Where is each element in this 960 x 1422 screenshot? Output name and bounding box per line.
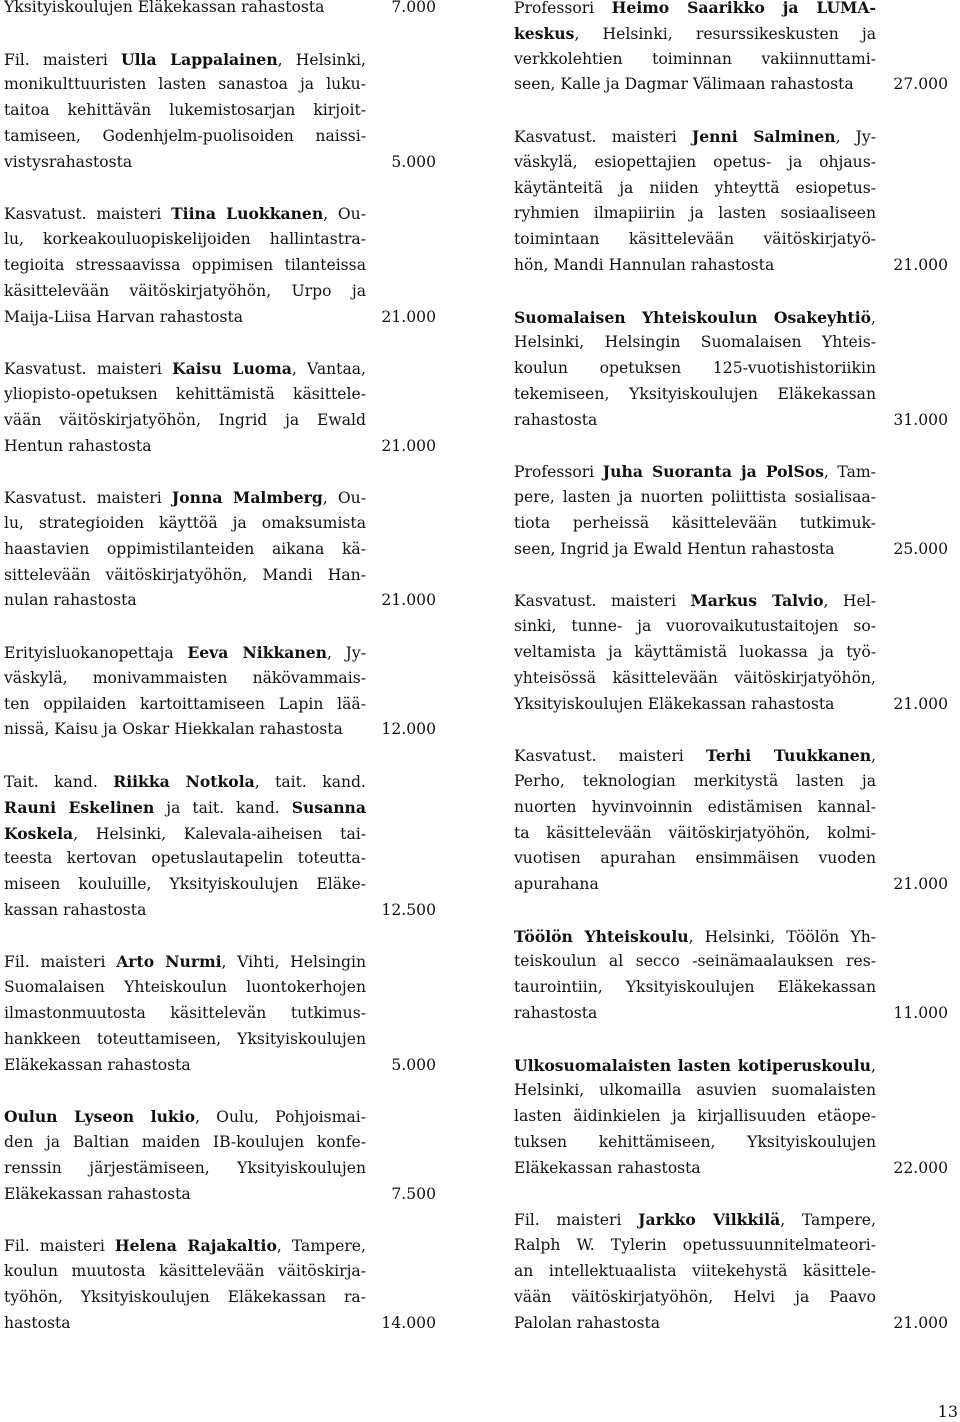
entry-text: den ja Baltian maiden IB-koulujen konfe- xyxy=(4,1133,366,1152)
grant-amount: 7.000 xyxy=(391,0,436,16)
entry-text: Yksityiskoulujen Eläkekassan rahastosta xyxy=(514,694,835,713)
entry-text: Tait. kand. xyxy=(4,772,114,791)
entry-text: seen, Ingrid ja Ewald Hentun rahastosta xyxy=(514,539,835,558)
grant-amount: 7.500 xyxy=(391,1184,436,1203)
entry-text: teesta kertovan opetuslautapelin toteutta- xyxy=(4,849,366,868)
entry-text: , xyxy=(871,308,876,327)
recipient-name: Markus Talvio xyxy=(690,591,824,611)
entry-text: miseen kouluille, Yksityiskoulujen Eläke- xyxy=(4,875,366,894)
entry-text: , Helsinki, xyxy=(277,50,366,69)
entry-line xyxy=(514,1104,876,1130)
entry-line xyxy=(4,846,366,872)
grant-amount: 21.000 xyxy=(381,591,436,610)
entry-text: tamiseen, Godenhjelm-puolisoiden naissi- xyxy=(4,126,366,145)
right-column xyxy=(514,0,948,1362)
entry-text: väskylä, monivammaisten näkövammais- xyxy=(4,668,366,687)
entry-text: Professori xyxy=(514,0,612,17)
entry-text: , Jy- xyxy=(835,127,876,146)
grant-entry xyxy=(514,924,948,1027)
entry-line xyxy=(4,0,366,21)
entry-line xyxy=(4,485,366,511)
grant-amount: 12.500 xyxy=(381,900,436,919)
entry-line xyxy=(4,640,366,666)
entry-line xyxy=(4,821,366,847)
entry-line xyxy=(514,1233,876,1259)
entry-text: , Tampere, xyxy=(276,1237,366,1256)
recipient-name: Ulla Lappalainen xyxy=(121,49,278,69)
entry-line xyxy=(4,98,366,124)
grant-entry xyxy=(514,588,948,717)
entry-text: nuorten hyvinvoinnin edistämisen kannal- xyxy=(514,797,876,816)
entry-line xyxy=(4,1182,366,1208)
entry-line xyxy=(514,975,876,1001)
recipient-name: Töölön Yhteiskoulu xyxy=(514,926,689,946)
recipient-name: keskus xyxy=(514,23,575,43)
entry-text: yhteisössä käsittelevään väitöskirjatyöhön, xyxy=(514,668,876,687)
entry-line xyxy=(514,1078,876,1104)
recipient-name: Rauni Eskelinen xyxy=(4,797,155,817)
grant-amount: 27.000 xyxy=(893,75,948,94)
entry-line xyxy=(514,1311,876,1337)
entry-line xyxy=(4,1001,366,1027)
entry-text: , Oulu, Pohjoismai- xyxy=(195,1108,366,1127)
page-number: 13 xyxy=(937,1402,958,1421)
entry-line xyxy=(514,666,876,692)
grant-amount: 25.000 xyxy=(893,539,948,558)
entry-line xyxy=(514,1156,876,1182)
entry-text: veltamista ja käyttämistä luokassa ja työ- xyxy=(514,642,876,661)
entry-text: vistysrahastosta xyxy=(4,152,133,171)
grant-entry xyxy=(4,1104,436,1207)
entry-text: sittelevään väitöskirjatyöhön, Mandi Han- xyxy=(4,565,366,584)
entry-text: koulun muutosta käsittelevään väitöskirja- xyxy=(4,1262,366,1281)
entry-line xyxy=(4,1156,366,1182)
entry-line xyxy=(4,47,366,73)
entry-line xyxy=(4,795,366,821)
entry-line xyxy=(514,253,876,279)
grant-entry xyxy=(514,124,948,279)
entry-line xyxy=(514,588,876,614)
entry-text: Kasvatust. maisteri xyxy=(514,127,692,146)
entry-text: , Helsinki, Töölön Yh- xyxy=(688,927,876,946)
entry-text: ten oppilaiden kartoittamiseen Lapin lää- xyxy=(4,694,366,713)
entry-text: , Vantaa, xyxy=(291,360,366,379)
entry-line xyxy=(514,924,876,950)
entry-text: apurahana xyxy=(514,875,599,894)
recipient-name: Oulun Lyseon lukio xyxy=(4,1107,196,1127)
entry-text: , Jy- xyxy=(327,643,366,662)
grant-amount: 31.000 xyxy=(893,410,948,429)
grant-amount: 11.000 xyxy=(893,1004,948,1023)
recipient-name: Riikka Notkola xyxy=(113,771,255,791)
recipient-name: Helena Rajakaltio xyxy=(114,1236,277,1256)
entry-text: koulun opetuksen 125-vuotishistoriikin xyxy=(514,359,876,378)
grant-entry xyxy=(514,743,948,898)
entry-line xyxy=(4,1311,366,1337)
recipient-name: Eeva Nikkanen xyxy=(187,642,328,662)
entry-text: Maija-Liisa Harvan rahastosta xyxy=(4,307,244,326)
entry-line xyxy=(4,253,366,279)
grant-entry xyxy=(514,305,948,434)
entry-text: Kasvatust. maisteri xyxy=(514,747,706,766)
entry-text: lu, korkeakouluopiskelijoiden hallintastra- xyxy=(4,230,366,249)
entry-text: Hentun rahastosta xyxy=(4,436,152,455)
entry-line xyxy=(514,485,876,511)
entry-text: Eläkekassan rahastosta xyxy=(4,1184,191,1203)
entry-line xyxy=(4,717,366,743)
entry-text: Erityisluokanopettaja xyxy=(4,643,188,662)
entry-text: teiskoulun al secco -seinämaalauksen res- xyxy=(514,952,876,971)
entry-line xyxy=(4,537,366,563)
recipient-name: Koskela xyxy=(4,823,74,843)
grant-entry xyxy=(514,1207,948,1336)
entry-line xyxy=(514,1259,876,1285)
entry-text: taitoa kehittävän lukemistosarjan kirjoit- xyxy=(4,101,366,120)
entry-line xyxy=(514,537,876,563)
entry-line xyxy=(4,949,366,975)
entry-line xyxy=(4,201,366,227)
entry-text: ta käsittelevään väitöskirjatyöhön, kolmi- xyxy=(514,823,876,842)
entry-line xyxy=(514,201,876,227)
recipient-name: Ulkosuomalaisten lasten kotiperuskoulu xyxy=(514,1055,872,1075)
entry-text: väskylä, esiopettajien opetus- ja ohjaus- xyxy=(514,152,876,171)
entry-line xyxy=(4,1285,366,1311)
entry-line xyxy=(4,150,366,176)
entry-text: vään väitöskirjatyöhön, Helvi ja Paavo xyxy=(514,1287,876,1306)
grant-entry xyxy=(4,769,436,924)
entry-line xyxy=(4,1130,366,1156)
entry-line xyxy=(4,434,366,460)
entry-text: , xyxy=(871,747,876,766)
entry-line xyxy=(514,227,876,253)
entry-text: vään väitöskirjatyöhön, Ingrid ja Ewald xyxy=(4,410,366,429)
entry-text: Helsinki, Helsingin Suomalaisen Yhteis- xyxy=(514,333,876,352)
entry-text: Palolan rahastosta xyxy=(514,1313,661,1332)
entry-text: monikulttuuristen lasten sanastoa ja luku- xyxy=(4,75,366,94)
entry-text: Fil. maisteri xyxy=(4,1237,115,1256)
entry-text: , Ou- xyxy=(322,489,366,508)
entry-line xyxy=(514,821,876,847)
entry-text: sinki, tunne- ja vuorovaikutustaitojen so- xyxy=(514,617,876,636)
entry-line xyxy=(4,124,366,150)
grant-amount: 21.000 xyxy=(893,1313,948,1332)
entry-text: verkkolehtien toiminnan vakiinnuttami- xyxy=(514,49,876,68)
entry-text: , Tampere, xyxy=(780,1211,876,1230)
entry-text: seen, Kalle ja Dagmar Välimaan rahastosta xyxy=(514,75,854,94)
entry-text: Fil. maisteri xyxy=(514,1211,639,1230)
entry-line xyxy=(4,666,366,692)
entry-line xyxy=(4,356,366,382)
grant-entry xyxy=(514,459,948,562)
entry-text: Professori xyxy=(514,463,603,482)
grant-entry xyxy=(4,949,436,1078)
entry-line xyxy=(4,898,366,924)
entry-text: pere, lasten ja nuorten poliittista sosialisaa- xyxy=(514,488,876,507)
entry-line xyxy=(514,614,876,640)
recipient-name: Terhi Tuukkanen xyxy=(706,746,872,766)
entry-line xyxy=(514,692,876,718)
entry-text: Kasvatust. maisteri xyxy=(4,205,172,224)
entry-line xyxy=(514,872,876,898)
entry-line xyxy=(4,769,366,795)
entry-line xyxy=(4,279,366,305)
entry-text: haastavien oppimistilanteiden aikana kä- xyxy=(4,539,366,558)
entry-line xyxy=(514,769,876,795)
entry-line xyxy=(514,0,876,21)
entry-text: , tait. kand. xyxy=(254,772,366,791)
entry-line xyxy=(514,21,876,47)
entry-line xyxy=(4,511,366,537)
grant-amount: 5.000 xyxy=(391,1055,436,1074)
entry-line xyxy=(4,692,366,718)
grant-amount: 5.000 xyxy=(391,152,436,171)
entry-text: vuotisen apurahan ensimmäisen vuoden xyxy=(514,849,876,868)
entry-line xyxy=(514,459,876,485)
entry-text: hön, Mandi Hannulan rahastosta xyxy=(514,255,775,274)
entry-text: Perho, teknologian merkitystä lasten ja xyxy=(514,771,876,790)
recipient-name: Kaisu Luoma xyxy=(172,359,292,379)
entry-text: ryhmien ilmapiiriin ja lasten sosiaaliseen xyxy=(514,204,876,223)
entry-line xyxy=(514,382,876,408)
entry-line xyxy=(514,150,876,176)
entry-line xyxy=(4,1053,366,1079)
entry-line xyxy=(514,743,876,769)
recipient-name: Susanna xyxy=(291,797,366,817)
entry-text: Helsinki, ulkomailla asuvien suomalaisten xyxy=(514,1081,876,1100)
entry-text: Kasvatust. maisteri xyxy=(4,489,172,508)
entry-line xyxy=(4,72,366,98)
entry-text: käsittelevään väitöskirjatyöhön, Urpo ja xyxy=(4,281,366,300)
entry-text: , Ou- xyxy=(323,205,366,224)
grant-entry xyxy=(4,485,436,614)
grant-entry xyxy=(4,356,436,459)
entry-line xyxy=(514,305,876,331)
entry-text: työhön, Yksityiskoulujen Eläkekassan ra- xyxy=(4,1287,366,1306)
entry-line xyxy=(4,1259,366,1285)
grant-amount: 12.000 xyxy=(381,720,436,739)
entry-line xyxy=(514,124,876,150)
entry-line xyxy=(4,408,366,434)
grant-amount: 21.000 xyxy=(893,875,948,894)
recipient-name: Jonna Malmberg xyxy=(171,488,323,508)
recipient-name: Jarkko Vilkkilä xyxy=(638,1210,781,1230)
entry-text: ja tait. kand. xyxy=(154,798,292,817)
grant-entry xyxy=(514,0,948,98)
entry-text: , Helsinki, resurssikeskusten ja xyxy=(574,24,876,43)
grant-entry xyxy=(4,640,436,743)
entry-text: Ralph W. Tylerin opetussuunnitelmateori- xyxy=(514,1236,876,1255)
entry-line xyxy=(514,1130,876,1156)
entry-text: lu, strategioiden käyttöä ja omaksumista xyxy=(4,513,366,532)
grant-amount: 21.000 xyxy=(893,255,948,274)
entry-text: Eläkekassan rahastosta xyxy=(4,1055,191,1074)
entry-line xyxy=(514,1001,876,1027)
entry-line xyxy=(514,846,876,872)
entry-line xyxy=(514,47,876,73)
entry-line xyxy=(514,176,876,202)
grant-entry xyxy=(4,0,436,21)
recipient-name: Heimo Saarikko ja LUMA- xyxy=(611,0,876,17)
entry-text: Fil. maisteri xyxy=(4,953,117,972)
entry-line xyxy=(4,1027,366,1053)
entry-text: yliopisto-opetuksen kehittämistä käsittele- xyxy=(4,384,366,403)
entry-text: Fil. maisteri xyxy=(4,50,121,69)
entry-text: nissä, Kaisu ja Oskar Hiekkalan rahastosta xyxy=(4,720,343,739)
entry-text: tiota perheissä käsittelevään tutkimuk- xyxy=(514,513,876,532)
entry-line xyxy=(4,382,366,408)
entry-line xyxy=(514,408,876,434)
entry-text: hastosta xyxy=(4,1313,71,1332)
grant-entry xyxy=(514,1053,948,1182)
entry-text: , xyxy=(871,1056,876,1075)
entry-text: tekemiseen, Yksityiskoulujen Eläkekassan xyxy=(514,384,876,403)
entry-text: Suomalaisen Yhteiskoulun luontokerhojen xyxy=(4,978,366,997)
entry-line xyxy=(514,1053,876,1079)
entry-line xyxy=(514,72,876,98)
grant-entry xyxy=(4,1233,436,1336)
grant-amount: 21.000 xyxy=(381,436,436,455)
grant-amount: 22.000 xyxy=(893,1158,948,1177)
entry-line xyxy=(514,1207,876,1233)
entry-line xyxy=(4,563,366,589)
entry-text: , Hel- xyxy=(823,592,876,611)
entry-line xyxy=(514,356,876,382)
entry-text: rahastosta xyxy=(514,1004,598,1023)
entry-line xyxy=(514,795,876,821)
entry-text: toimintaan käsittelevään väitöskirjatyö- xyxy=(514,230,876,249)
entry-line xyxy=(4,975,366,1001)
entry-text: taurointiin, Yksityiskoulujen Eläkekassan xyxy=(514,978,876,997)
entry-text: tegioita stressaavissa oppimisen tilanteissa xyxy=(4,255,366,274)
entry-line xyxy=(514,949,876,975)
entry-line xyxy=(4,588,366,614)
entry-line xyxy=(514,1285,876,1311)
entry-text: Yksityiskoulujen Eläkekassan rahastosta xyxy=(4,0,325,16)
grant-amount: 14.000 xyxy=(381,1313,436,1332)
entry-text: renssin järjestämiseen, Yksityiskoulujen xyxy=(4,1158,366,1177)
entry-line xyxy=(4,227,366,253)
entry-line xyxy=(4,1233,366,1259)
recipient-name: Arto Nurmi xyxy=(116,952,222,972)
entry-line xyxy=(514,640,876,666)
entry-text: , Helsinki, Kalevala-aiheisen tai- xyxy=(73,824,366,843)
entry-line xyxy=(4,305,366,331)
entry-text: , Tam- xyxy=(823,463,876,482)
entry-text: nulan rahastosta xyxy=(4,591,137,610)
entry-text: kassan rahastosta xyxy=(4,900,147,919)
entry-text: Eläkekassan rahastosta xyxy=(514,1158,701,1177)
recipient-name: Suomalaisen Yhteiskoulun Osakeyhtiö xyxy=(514,307,872,327)
entry-text: an intellektuaalista viitekehystä käsittele- xyxy=(514,1262,876,1281)
entry-line xyxy=(4,1104,366,1130)
entry-text: hankkeen toteuttamiseen, Yksityiskoulujen xyxy=(4,1029,366,1048)
entry-line xyxy=(514,330,876,356)
entry-text: Kasvatust. maisteri xyxy=(4,360,173,379)
entry-text: tuksen kehittämiseen, Yksityiskoulujen xyxy=(514,1133,876,1152)
entry-text: , Vihti, Helsingin xyxy=(221,953,366,972)
recipient-name: Juha Suoranta ja PolSos xyxy=(602,462,824,482)
grant-entry xyxy=(4,47,436,176)
entry-text: ilmastonmuutosta käsittelevän tutkimus- xyxy=(4,1004,366,1023)
recipient-name: Tiina Luokkanen xyxy=(171,204,324,224)
entry-text: rahastosta xyxy=(514,410,598,429)
entry-text: käytänteitä ja niiden yhteyttä esiopetus- xyxy=(514,178,876,197)
left-column xyxy=(4,0,436,1362)
grant-amount: 21.000 xyxy=(893,694,948,713)
grant-entry xyxy=(4,201,436,330)
entry-text: lasten äidinkielen ja kirjallisuuden etäope- xyxy=(514,1107,876,1126)
entry-line xyxy=(514,511,876,537)
recipient-name: Jenni Salminen xyxy=(691,126,836,146)
entry-line xyxy=(4,872,366,898)
entry-text: Kasvatust. maisteri xyxy=(514,592,691,611)
grant-amount: 21.000 xyxy=(381,307,436,326)
